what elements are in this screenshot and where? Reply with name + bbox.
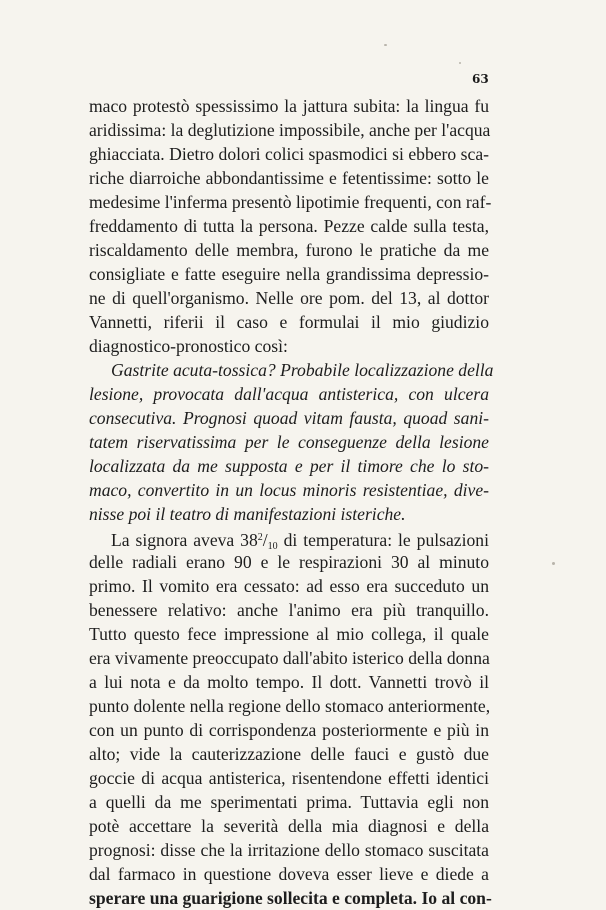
text-line: potè accettare la severità della mia diagnosi e della xyxy=(89,816,489,836)
text-line: ghiacciata. Dietro dolori colici spasmodici si ebbero sca- xyxy=(89,144,489,164)
diagnosis-line: lesione, provocata dall'acqua antisterica, con ulcera xyxy=(89,384,489,404)
diagnosis-line: localizzata da me supposta e per il timore che lo sto- xyxy=(89,456,489,476)
diagnosis-line: consecutiva. Prognosi quoad vitam fausta, quoad sani- xyxy=(89,408,489,428)
text-line: prognosi: disse che la irritazione dello stomaco suscitata xyxy=(89,840,489,860)
text-line: era vivamente preoccupato dall'abito isterico della donna xyxy=(89,648,490,668)
page-number: 63 xyxy=(472,72,489,86)
temperature-text: La signora aveva 38 xyxy=(111,530,258,550)
paper-speck xyxy=(552,562,555,565)
diagnosis-line: tatem riservatissima per le conseguenze della lesione xyxy=(89,432,489,452)
text-line: aridissima: la deglutizione impossibile, anche per l'acqua xyxy=(89,120,491,140)
text-line: freddamento di tutta la persona. Pezze calde sulla testa, xyxy=(89,216,489,236)
diagnosis-line: maco, convertito in un locus minoris resistentiae, dive- xyxy=(89,480,489,500)
text-line: primo. Il vomito era cessato: ad esso era succeduto un xyxy=(89,576,489,596)
diagnosis-line: Gastrite acuta-tossica? Probabile localizzazione della xyxy=(111,360,494,380)
text-line: goccie di acqua antisterica, risentendone effetti identici xyxy=(89,768,489,788)
text-line: benessere relativo: anche l'animo era più tranquillo. xyxy=(89,600,489,620)
temperature-fraction: $^2/_{10}$ xyxy=(257,530,278,552)
body-text xyxy=(89,94,494,910)
text-line: Vannetti, riferii il caso e formulai il mio giudizio xyxy=(89,312,489,332)
text-line: con un punto di corrispondenza posteriormente e più in xyxy=(89,720,489,740)
fraction-numerator: 2 xyxy=(257,532,263,543)
fraction-denominator: 10 xyxy=(267,541,278,552)
text-line: a lui nota e da molto tempo. Il dott. Vannetti trovò il xyxy=(89,672,489,692)
diagnosis-line: nisse poi il teatro di manifestazioni isteriche. xyxy=(89,504,406,524)
text-line: riche diarroiche abbondantissime e fetentissime: sotto le xyxy=(89,168,489,188)
paper-speck xyxy=(384,44,387,46)
temperature-line xyxy=(89,526,489,550)
text-line: maco protestò spessissimo la jattura subita: la lingua fu xyxy=(89,96,489,116)
text-line: sperare una guarigione sollecita e completa. Io al con- xyxy=(89,888,492,908)
text-line: alto; vide la cauterizzazione delle fauci e gustò due xyxy=(89,744,489,764)
text-line: ne di quell'organismo. Nelle ore pom. del 13, al dottor xyxy=(89,288,489,308)
text-line: delle radiali erano 90 e le respirazioni 30 al minuto xyxy=(89,552,489,572)
text-line: Tutto questo fece impressione al mio collega, il quale xyxy=(89,624,489,644)
text-line: riscaldamento delle membra, furono le pratiche da me xyxy=(89,240,489,260)
text-line: medesime l'inferma presentò lipotimie frequenti, con raf- xyxy=(89,192,492,212)
temperature-text-rest: di temperatura: le pulsazioni xyxy=(283,530,489,550)
text-line: diagnostico-pronostico così: xyxy=(89,336,288,356)
paper-speck xyxy=(459,62,461,64)
text-line: punto dolente nella regione dello stomaco anteriormente, xyxy=(89,696,491,716)
text-line: consigliate e fatte eseguire nella grandissima depressio- xyxy=(89,264,489,284)
text-line: dal farmaco in questione doveva esser lieve e diede a xyxy=(89,864,489,884)
text-line: a quelli da me sperimentati prima. Tuttavia egli non xyxy=(89,792,489,812)
